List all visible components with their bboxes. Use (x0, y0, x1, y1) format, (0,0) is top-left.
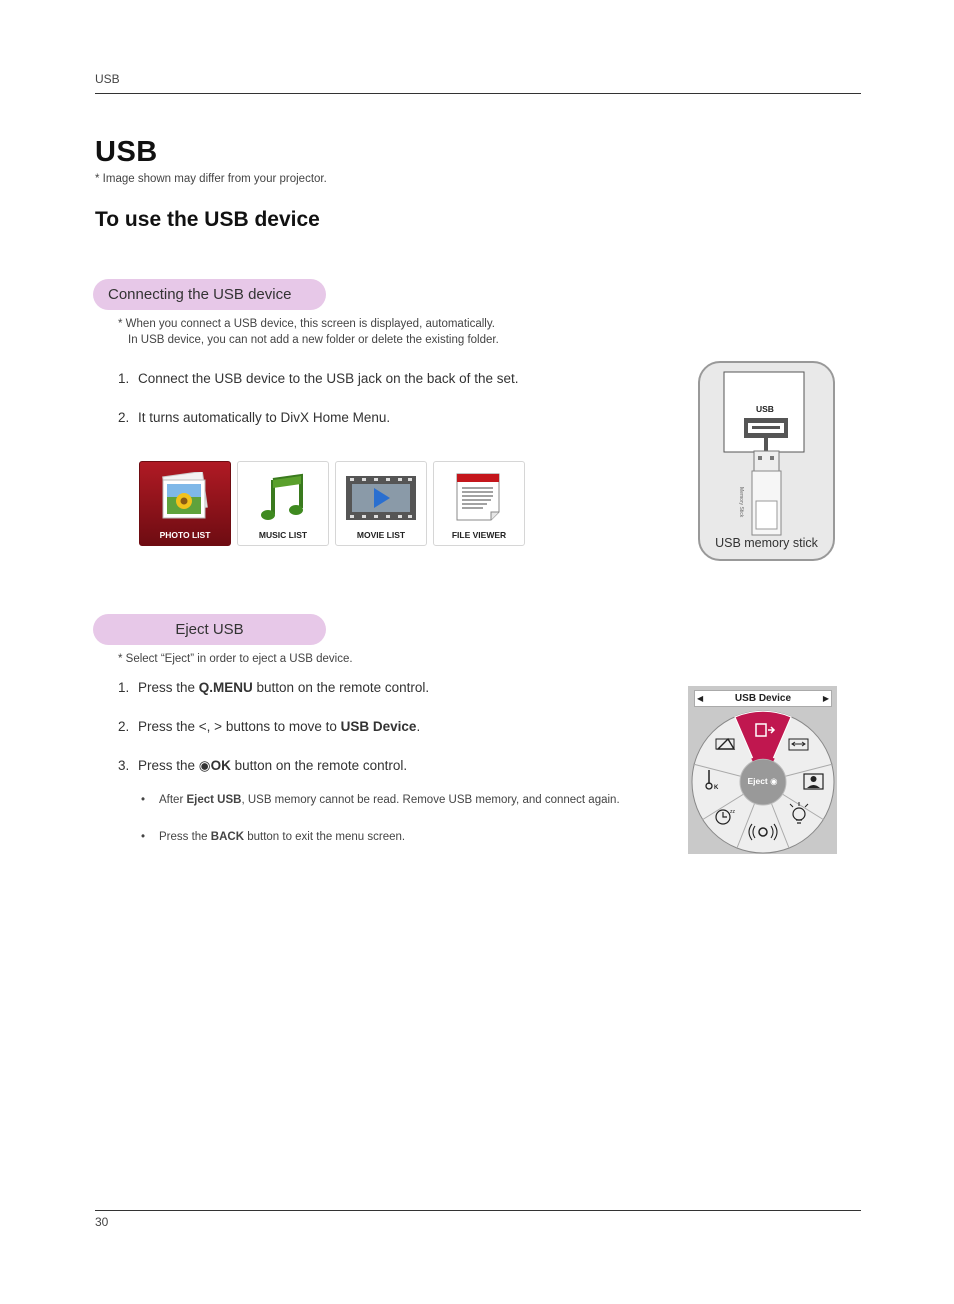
svg-text:K: K (714, 785, 719, 791)
film-icon (346, 472, 416, 524)
page-title: USB (95, 136, 158, 168)
eject-step-1 (118, 680, 429, 695)
osd-menu-title: USB Device (734, 693, 792, 704)
eject-center-button[interactable]: Eject ◉ (747, 776, 778, 786)
image-note: * Image shown may differ from your projector. (95, 173, 327, 185)
ok-button-icon: ◉ (198, 758, 211, 773)
usb-jack-label: USB (756, 404, 774, 414)
quick-menu-osd (688, 686, 837, 854)
bullet-text-post: , USB memory cannot be read. Remove USB memory, and connect again. (241, 794, 620, 806)
step-text-mid: buttons to move to (222, 719, 341, 734)
eject-step-3 (118, 758, 407, 774)
bullet-text-pre: Press the (159, 831, 211, 843)
memory-stick-label: Memory Stick (738, 487, 744, 518)
connect-step-2 (118, 410, 390, 425)
step-number: 1. (118, 680, 130, 695)
usb-jack-diagram (698, 361, 835, 561)
usb-device-menu-name: USB Device (340, 719, 417, 734)
arrow-keys: <, > (198, 719, 223, 734)
step-number: 2. (118, 410, 130, 425)
back-key: BACK (210, 831, 245, 843)
document-icon (451, 472, 507, 524)
eject-bullet-1: • After Eject USB, USB memory cannot be read. Remove USB memory, and connect again. (141, 794, 620, 806)
eject-bullet-2: • Press the BACK button to exit the menu screen. (141, 831, 406, 843)
menu-tile-label: MUSIC LIST (258, 530, 308, 540)
connect-note-line1: * When you connect a USB device, this screen is displayed, automatically. (118, 318, 495, 330)
usb-device-menu-bar[interactable] (694, 690, 832, 707)
usb-memory-stick-caption: USB memory stick (715, 536, 818, 550)
ok-key: OK (210, 758, 231, 773)
menu-tile-label: FILE VIEWER (451, 530, 507, 540)
eject-usb-term: Eject USB (186, 794, 242, 806)
connect-step-1 (118, 371, 518, 386)
bullet-text-pre: After (159, 794, 187, 806)
step-text-post: . (416, 719, 421, 734)
step-text-pre: Press the (138, 758, 199, 773)
footer-divider (95, 1210, 861, 1211)
photo-icon (157, 472, 213, 524)
section-title: To use the USB device (95, 208, 320, 231)
menu-tile-movie-list[interactable] (335, 461, 427, 546)
eject-heading-pill: Eject USB (93, 614, 326, 645)
connect-note-line2: In USB device, you can not add a new folder or delete the existing folder. (128, 334, 499, 346)
svg-text:zz: zz (730, 809, 735, 815)
left-arrow-icon[interactable]: ◀ (697, 694, 704, 703)
step-text-pre: Press the (138, 680, 199, 695)
usb-stick-illustration (700, 363, 833, 559)
menu-tile-file-viewer[interactable] (433, 461, 525, 546)
step-text: Connect the USB device to the USB jack on the back of the set. (138, 371, 519, 386)
right-arrow-icon[interactable]: ▶ (822, 694, 829, 703)
step-number: 1. (118, 371, 130, 386)
q-menu-key: Q.MENU (198, 680, 253, 695)
step-text-post: button on the remote control. (230, 758, 408, 773)
music-note-icon (255, 472, 311, 524)
eject-note: * Select “Eject” in order to eject a USB device. (118, 653, 353, 665)
bullet-text-post: button to exit the menu screen. (244, 831, 406, 843)
menu-tile-photo-list[interactable] (139, 461, 231, 546)
menu-tile-label: MOVIE LIST (356, 530, 406, 540)
header-section-label: USB (95, 72, 120, 86)
connecting-heading-pill: Connecting the USB device (93, 279, 326, 310)
page-number: 30 (95, 1215, 109, 1229)
header-divider (95, 93, 861, 94)
step-text: It turns automatically to DivX Home Menu. (138, 410, 391, 425)
step-text-post: button on the remote control. (252, 680, 430, 695)
menu-tile-music-list[interactable] (237, 461, 329, 546)
step-number: 2. (118, 719, 130, 734)
step-text-pre: Press the (138, 719, 199, 734)
eject-step-2 (118, 719, 420, 734)
quick-menu-wheel (688, 686, 837, 854)
menu-tile-label: PHOTO LIST (159, 530, 211, 540)
step-number: 3. (118, 758, 130, 773)
